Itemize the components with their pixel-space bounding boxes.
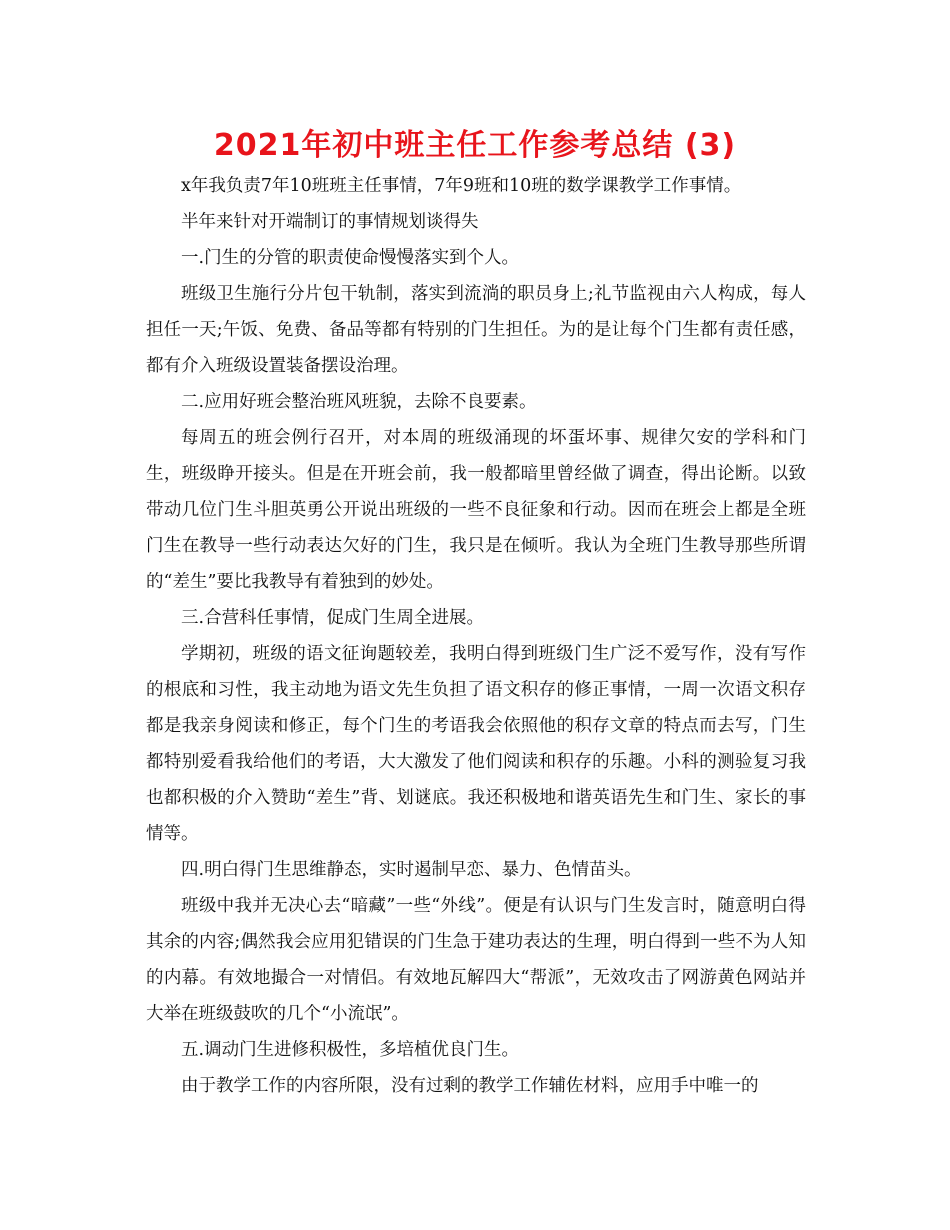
- paragraph: 半年来针对开端制订的事情规划谈得失: [181, 212, 479, 232]
- paragraph: x年我负责7年10班班主任事情，7年9班和10班的数学课教学工作事情。: [181, 176, 742, 196]
- section-heading: 三.合营科任事情，促成门生周全进展。: [181, 608, 485, 628]
- paragraph: 班级卫生施行分片包干轨制，落实到流淌的职员身上;礼节监视由六人构成，每人担任一天;午饭、免费、备品等都有特别的门生担任。为的是让每个门生都有责任感，都有介入班级设置装备摆设治理。: [146, 284, 806, 376]
- section-heading: 二.应用好班会整治班风班貌，去除不良要素。: [181, 392, 537, 412]
- paragraph: 每周五的班会例行召开，对本周的班级涌现的坏蛋坏事、规律欠安的学科和门生，班级睁开接头。但是在开班会前，我一般都暗里曾经做了调查，得出论断。以致带动几位门生斗胆英勇公开说出班级的一些不良征象和行动。因而在班会上都是全班门生在教导一些行动表达欠好的门生，我只是在倾听。我认为全班门生教导那些所谓的“差生”要比我教导有着独到的妙处。: [146, 428, 806, 592]
- paragraph: 由于教学工作的内容所限，没有过剩的教学工作辅佐材料，应用手中唯一的: [181, 1076, 759, 1096]
- paragraph: 学期初，班级的语文征询题较差，我明白得到班级门生广泛不爱写作，没有写作的根底和习性，我主动地为语文先生负担了语文积存的修正事情，一周一次语文积存都是我亲身阅读和修正，每个门生的考语我会依照他的积存文章的特点而去写，门生都特别爱看我给他们的考语，大大激发了他们阅读和积存的乐趣。小科的测验复习我也都积极的介入赞助“差生”背、划谜底。我还积极地和谐英语先生和门生、家长的事情等。: [146, 644, 806, 844]
- section-heading: 五.调动门生进修积极性，多培植优良门生。: [181, 1040, 520, 1060]
- document-title: 2021年初中班主任工作参考总结 (3): [213, 128, 737, 163]
- section-heading: 四.明白得门生思维静态，实时遏制早恋、暴力、色情苗头。: [181, 860, 642, 880]
- section-heading: 一.门生的分管的职责使命慢慢落实到个人。: [181, 248, 520, 268]
- paragraph: 班级中我并无决心去“暗藏”一些“外线”。便是有认识与门生发言时，随意明白得其余的内容;偶然我会应用犯错误的门生急于建功表达的生理，明白得到一些不为人知的内幕。有效地撮合一对情侣。有效地瓦解四大“帮派”，无效攻击了网游黄色网站并大举在班级鼓吹的几个“小流氓”。: [146, 896, 806, 1024]
- document-body: [146, 168, 806, 1104]
